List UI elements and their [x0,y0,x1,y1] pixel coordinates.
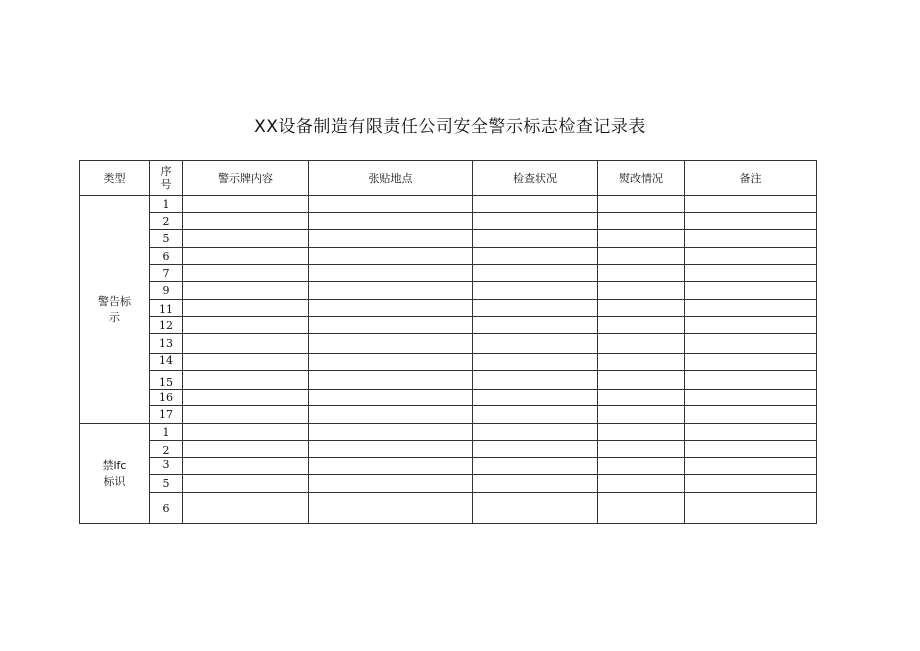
check-status-cell[interactable] [473,300,598,317]
location-cell[interactable] [309,265,473,282]
location-cell[interactable] [309,213,473,230]
header-type: 类型 [80,161,150,196]
check-status-cell[interactable] [473,282,598,300]
remarks-cell[interactable] [685,493,817,524]
rectification-cell[interactable] [598,213,685,230]
table-row [80,213,817,230]
remarks-cell[interactable] [685,248,817,265]
remarks-cell[interactable] [685,213,817,230]
check-status-cell[interactable] [473,196,598,213]
table-row [80,441,817,458]
rectification-cell[interactable] [598,317,685,334]
remarks-cell[interactable] [685,371,817,390]
sign-content-cell[interactable] [183,406,309,424]
table-row [80,300,817,317]
table-row [80,493,817,524]
check-status-cell[interactable] [473,406,598,424]
table-row [80,196,817,213]
rectification-cell[interactable] [598,458,685,475]
location-cell[interactable] [309,354,473,371]
check-status-cell[interactable] [473,390,598,406]
check-status-cell[interactable] [473,334,598,354]
location-cell[interactable] [309,248,473,265]
check-status-cell[interactable] [473,458,598,475]
location-cell[interactable] [309,317,473,334]
category-prohibition-signs [80,424,150,524]
sign-content-cell[interactable] [183,354,309,371]
row-number: 7 [150,265,183,282]
remarks-cell[interactable] [685,424,817,441]
sign-content-cell[interactable] [183,282,309,300]
check-status-cell[interactable] [473,265,598,282]
rectification-cell[interactable] [598,354,685,371]
rectification-cell[interactable] [598,248,685,265]
rectification-cell[interactable] [598,230,685,248]
table-row [80,230,817,248]
header-remarks: 备注 [685,161,817,196]
row-number: 5 [150,475,183,493]
row-number: 12 [150,317,183,334]
location-cell[interactable] [309,406,473,424]
check-status-cell[interactable] [473,371,598,390]
rectification-cell[interactable] [598,300,685,317]
sign-content-cell[interactable] [183,300,309,317]
header-check-status: 检查状况 [473,161,598,196]
row-number: 5 [150,230,183,248]
table-row [80,265,817,282]
row-number: 9 [150,282,183,300]
sign-content-cell[interactable] [183,248,309,265]
rectification-cell[interactable] [598,196,685,213]
header-rectification: 熨改情况 [598,161,685,196]
rectification-cell[interactable] [598,282,685,300]
rectification-cell[interactable] [598,371,685,390]
check-status-cell[interactable] [473,424,598,441]
category-label-line2: 标识 [103,474,126,488]
sign-content-cell[interactable] [183,441,309,458]
location-cell[interactable] [309,458,473,475]
header-sign-content: 警示牌内容 [183,161,309,196]
remarks-cell[interactable] [685,230,817,248]
remarks-cell[interactable] [685,458,817,475]
location-cell[interactable] [309,334,473,354]
remarks-cell[interactable] [685,317,817,334]
sign-content-cell[interactable] [183,458,309,475]
row-number: 15 [150,371,183,390]
location-cell[interactable] [309,441,473,458]
sign-content-cell[interactable] [183,493,309,524]
location-cell[interactable] [309,300,473,317]
remarks-cell[interactable] [685,196,817,213]
remarks-cell[interactable] [685,265,817,282]
remarks-cell[interactable] [685,334,817,354]
header-row [80,161,817,196]
location-cell[interactable] [309,493,473,524]
remarks-cell[interactable] [685,300,817,317]
header-number [150,161,183,196]
table-row [80,282,817,300]
row-number: 1 [150,424,183,441]
rectification-cell[interactable] [598,265,685,282]
sign-content-cell[interactable] [183,265,309,282]
check-status-cell[interactable] [473,317,598,334]
sign-content-cell[interactable] [183,371,309,390]
row-number: 3 [150,458,183,475]
location-cell[interactable] [309,475,473,493]
row-number: 14 [150,354,183,371]
remarks-cell[interactable] [685,282,817,300]
table-row [80,354,817,371]
location-cell[interactable] [309,230,473,248]
sign-content-cell[interactable] [183,334,309,354]
rectification-cell[interactable] [598,493,685,524]
row-number: 13 [150,334,183,354]
remarks-cell[interactable] [685,354,817,371]
inspection-record-table [79,160,817,524]
rectification-cell[interactable] [598,406,685,424]
row-number: 1 [150,196,183,213]
remarks-cell[interactable] [685,406,817,424]
category-label-line2: 示 [109,310,120,324]
rectification-cell[interactable] [598,390,685,406]
table-row [80,458,817,475]
table-row [80,248,817,265]
row-number: 2 [150,441,183,458]
check-status-cell[interactable] [473,441,598,458]
table-row [80,475,817,493]
sign-content-cell[interactable] [183,390,309,406]
table-row [80,334,817,354]
table-row [80,371,817,390]
check-status-cell[interactable] [473,213,598,230]
check-status-cell[interactable] [473,248,598,265]
table-row [80,390,817,406]
rectification-cell[interactable] [598,424,685,441]
sign-content-cell[interactable] [183,230,309,248]
row-number: 2 [150,213,183,230]
table-row [80,317,817,334]
category-label-line1: 警告标 [98,294,131,308]
check-status-cell[interactable] [473,475,598,493]
location-cell[interactable] [309,390,473,406]
check-status-cell[interactable] [473,230,598,248]
check-status-cell[interactable] [473,354,598,371]
sign-content-cell[interactable] [183,196,309,213]
sign-content-cell[interactable] [183,213,309,230]
category-warning-signs [80,196,150,424]
location-cell[interactable] [309,282,473,300]
remarks-cell[interactable] [685,390,817,406]
document-title: XX设备制造有限责任公司安全警示标志检查记录表 [254,117,646,137]
sign-content-cell[interactable] [183,317,309,334]
location-cell[interactable] [309,196,473,213]
row-number: 6 [150,493,183,524]
remarks-cell[interactable] [685,475,817,493]
sign-content-cell[interactable] [183,475,309,493]
row-number: 16 [150,390,183,406]
remarks-cell[interactable] [685,441,817,458]
table-row [80,406,817,424]
table-row [80,424,817,441]
header-location: 张贴地点 [309,161,473,196]
location-cell[interactable] [309,424,473,441]
location-cell[interactable] [309,371,473,390]
rectification-cell[interactable] [598,475,685,493]
check-status-cell[interactable] [473,493,598,524]
row-number: 6 [150,248,183,265]
rectification-cell[interactable] [598,441,685,458]
header-number-line1: 序 [160,165,172,178]
category-label-line1: 禁lfc [102,458,127,472]
row-number: 11 [150,300,183,317]
header-number-line2: 号 [160,178,172,191]
row-number: 17 [150,406,183,424]
rectification-cell[interactable] [598,334,685,354]
sign-content-cell[interactable] [183,424,309,441]
